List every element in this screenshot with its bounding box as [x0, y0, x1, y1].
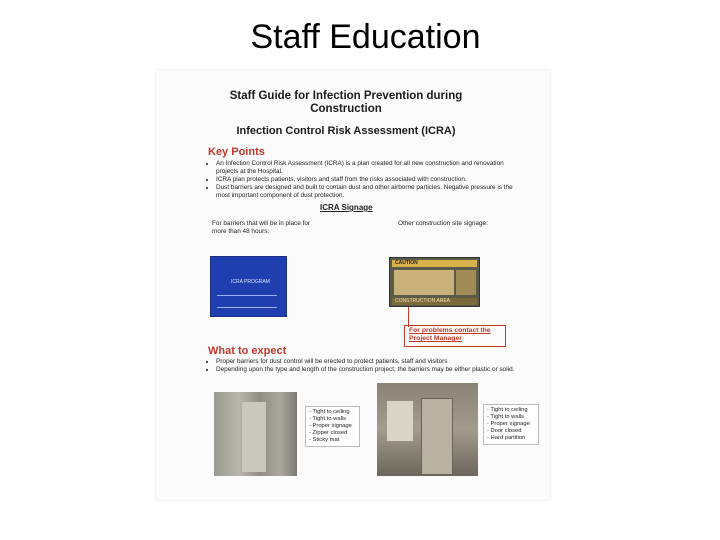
what-to-expect-heading: What to expect	[208, 345, 287, 357]
checklist-item: - Proper signage	[309, 423, 352, 429]
checklist-item: - Tight to walls	[487, 414, 525, 420]
icra-sign-program-label: ICRA PROGRAM	[231, 279, 270, 285]
caution-sign-panel	[394, 270, 454, 295]
expect-item: • Proper barriers for dust control will be erected to protect patients, staff and visitors	[216, 358, 516, 366]
expect-item: • Depending upon the type and length of the construction project, the barriers may be either plastic or solid.	[216, 366, 516, 374]
slide-title: Staff Education	[250, 18, 481, 56]
other-signage-caption: Other construction site signage:	[398, 220, 488, 227]
pointer-line	[408, 307, 409, 327]
solid-barrier-photo	[377, 383, 478, 476]
checklist-item: - Hard partition	[487, 435, 526, 441]
scanned-document	[156, 70, 550, 500]
plastic-barrier-checklist	[305, 406, 360, 447]
checklist-item: - Door closed	[487, 428, 522, 434]
key-point-item: • ICRA plan protects patients, visitors and staff from the risks associated with construction.	[216, 176, 516, 184]
document-title-line-1: Staff Guide for Infection Prevention during	[229, 90, 463, 102]
caution-sign-side	[456, 270, 476, 295]
plastic-barrier-photo	[214, 392, 297, 476]
checklist-item: - Tight to ceiling	[487, 407, 528, 413]
key-points-heading: Key Points	[208, 146, 265, 158]
barrier-door	[242, 402, 266, 472]
notice-board	[387, 401, 413, 441]
what-to-expect-list	[204, 358, 516, 374]
caution-sign-top: CAUTION	[392, 260, 477, 267]
sign-line	[217, 295, 277, 296]
document-title	[196, 90, 496, 116]
checklist-item: - Tight to ceiling	[309, 409, 350, 415]
checklist-item: - Tight to walls	[309, 416, 347, 422]
caution-construction-sign-image	[389, 257, 480, 307]
icra-signage-heading: ICRA Signage	[320, 203, 373, 212]
key-point-item: • Dust barriers are designed and built to contain dust and other airborne particles. Negative pressure is the most important component of dust protection.	[216, 184, 516, 200]
caution-sign-bottom: CONSTRUCTION AREA	[392, 298, 477, 305]
barrier-caption: For barriers that will be in place for more than 48 hours:	[212, 220, 311, 235]
key-point-item: • An Infection Control Risk Assessment (ICRA) is a plan created for all new construction and renovation projects at the Hospital.	[216, 160, 516, 176]
document-title-line-2: Construction	[310, 103, 382, 115]
checklist-item: - Proper signage	[487, 421, 530, 427]
contact-note: For problems contact the Project Manager	[409, 327, 491, 342]
barrier-door	[421, 398, 453, 475]
checklist-item: - Sticky mat	[309, 437, 340, 443]
key-points-list	[204, 160, 516, 200]
solid-barrier-checklist	[483, 404, 539, 445]
sign-line	[217, 307, 277, 308]
icra-program-sign-image	[210, 256, 287, 317]
document-subtitle: Infection Control Risk Assessment (ICRA)	[236, 125, 456, 137]
checklist-item: - Zipper closed	[309, 430, 348, 436]
